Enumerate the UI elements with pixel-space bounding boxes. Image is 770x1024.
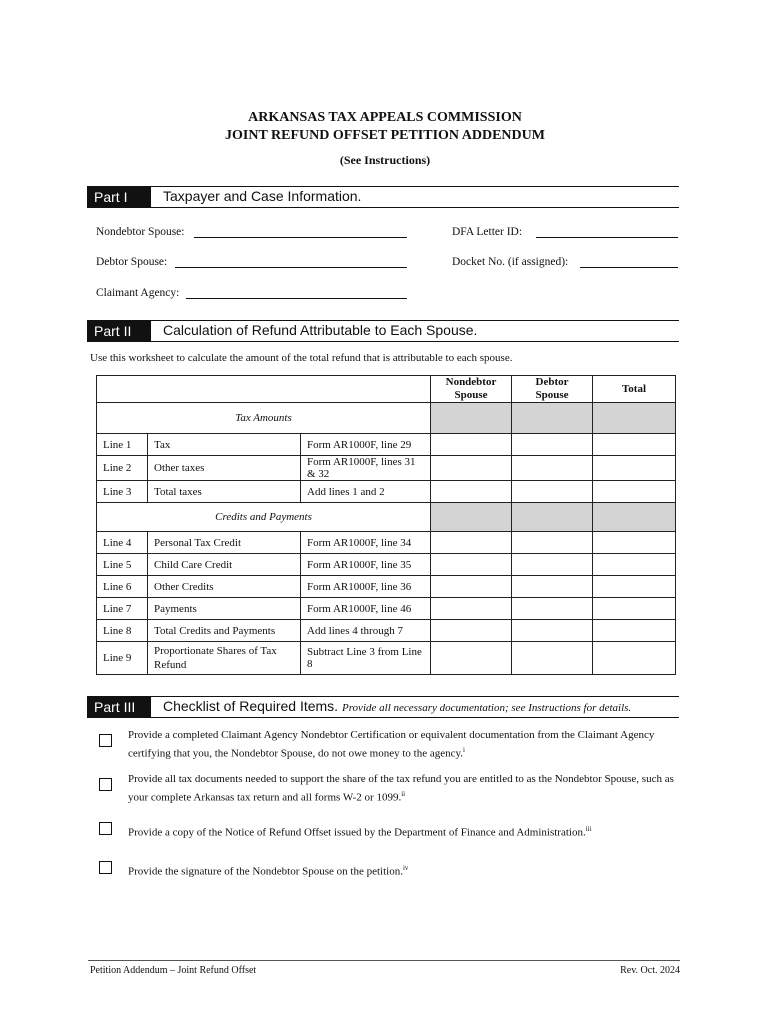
- col-nondebtor: Nondebtor Spouse: [431, 376, 512, 403]
- debtor-spouse-label: Debtor Spouse:: [96, 256, 168, 268]
- checklist-item-3: Provide a copy of the Notice of Refund Offset issued by the Department of Finance and Administration.$^{iii}$: [128, 825, 592, 839]
- col-total: Total: [593, 376, 676, 403]
- table-row: Line 1 Tax Form AR1000F, line 29: [97, 434, 676, 456]
- line7-total[interactable]: [593, 598, 676, 620]
- form-title-line1: ARKANSAS TAX APPEALS COMMISSION: [248, 110, 522, 125]
- checkbox-signature[interactable]: [99, 861, 112, 874]
- section-credits-payments: Credits and Payments: [97, 503, 431, 532]
- line4-nondebtor[interactable]: [431, 532, 512, 554]
- table-row: Line 8 Total Credits and Payments Add lines 4 through 7: [97, 620, 676, 642]
- line3-nondebtor[interactable]: [431, 481, 512, 503]
- table-row: Line 9 Proportionate Shares of Tax Refund Subtract Line 3 from Line 8: [97, 642, 676, 675]
- claimant-agency-field[interactable]: [186, 297, 407, 299]
- dfa-letter-id-field[interactable]: [536, 236, 678, 238]
- line5-total[interactable]: [593, 554, 676, 576]
- line7-nondebtor[interactable]: [431, 598, 512, 620]
- nondebtor-spouse-label: Nondebtor Spouse:: [96, 226, 185, 238]
- table-row: Line 2 Other taxes Form AR1000F, lines 31 & 32: [97, 456, 676, 481]
- part1-header: [87, 186, 679, 208]
- worksheet-intro: Use this worksheet to calculate the amount of the total refund that is attributable to each spouse.: [90, 352, 513, 364]
- checklist-item-1: Provide a completed Claimant Agency Nondebtor Certification or equivalent documentation from the Claimant Agency certifying that you, the Nondebtor Spouse, do not owe money to the agency.$^i$: [128, 729, 655, 760]
- checkbox-tax-documents[interactable]: [99, 778, 112, 791]
- line1-nondebtor[interactable]: [431, 434, 512, 456]
- line6-total[interactable]: [593, 576, 676, 598]
- line6-debtor[interactable]: [512, 576, 593, 598]
- line4-total[interactable]: [593, 532, 676, 554]
- debtor-spouse-field[interactable]: [175, 266, 407, 268]
- col-debtor: Debtor Spouse: [512, 376, 593, 403]
- part3-title: Checklist of Required Items.: [163, 698, 339, 714]
- line8-total[interactable]: [593, 620, 676, 642]
- line9-total[interactable]: [593, 642, 676, 675]
- form-title-line2: JOINT REFUND OFFSET PETITION ADDENDUM: [225, 128, 545, 143]
- line3-total[interactable]: [593, 481, 676, 503]
- part2-tab: Part II: [87, 320, 151, 342]
- line5-nondebtor[interactable]: [431, 554, 512, 576]
- part2-title: Calculation of Refund Attributable to Each Spouse.: [163, 322, 478, 338]
- checkbox-nondebtor-certification[interactable]: [99, 734, 112, 747]
- line7-debtor[interactable]: [512, 598, 593, 620]
- table-row: Line 5 Child Care Credit Form AR1000F, line 35: [97, 554, 676, 576]
- line8-nondebtor[interactable]: [431, 620, 512, 642]
- section-tax-amounts: Tax Amounts: [97, 403, 431, 434]
- line8-debtor[interactable]: [512, 620, 593, 642]
- part2-header: [87, 320, 679, 342]
- docket-no-field[interactable]: [580, 266, 678, 268]
- part3-note: Provide all necessary documentation; see Instructions for details.: [341, 702, 632, 714]
- table-row: Line 7 Payments Form AR1000F, line 46: [97, 598, 676, 620]
- line2-debtor[interactable]: [512, 456, 593, 481]
- line2-nondebtor[interactable]: [431, 456, 512, 481]
- part1-title: Taxpayer and Case Information.: [163, 188, 362, 204]
- footer-left: Petition Addendum – Joint Refund Offset: [90, 965, 257, 976]
- line4-debtor[interactable]: [512, 532, 593, 554]
- claimant-agency-label: Claimant Agency:: [96, 287, 180, 299]
- line9-debtor[interactable]: [512, 642, 593, 675]
- checklist-item-4: Provide the signature of the Nondebtor Spouse on the petition.$^{iv}$: [128, 864, 409, 878]
- line1-debtor[interactable]: [512, 434, 593, 456]
- docket-no-label: Docket No. (if assigned):: [452, 256, 569, 268]
- refund-worksheet: [96, 375, 676, 675]
- line2-total[interactable]: [593, 456, 676, 481]
- line1-total[interactable]: [593, 434, 676, 456]
- table-row: Line 4 Personal Tax Credit Form AR1000F, line 34: [97, 532, 676, 554]
- line9-nondebtor[interactable]: [431, 642, 512, 675]
- part3-header: [87, 696, 679, 718]
- table-row: Line 3 Total taxes Add lines 1 and 2: [97, 481, 676, 503]
- line5-debtor[interactable]: [512, 554, 593, 576]
- line3-debtor[interactable]: [512, 481, 593, 503]
- footer-right: Rev. Oct. 2024: [620, 965, 680, 976]
- see-instructions: (See Instructions): [339, 153, 431, 167]
- dfa-letter-id-label: DFA Letter ID:: [452, 226, 523, 238]
- part3-tab: Part III: [87, 696, 151, 718]
- part1-tab: Part I: [87, 186, 151, 208]
- nondebtor-spouse-field[interactable]: [194, 236, 407, 238]
- line6-nondebtor[interactable]: [431, 576, 512, 598]
- table-row: Line 6 Other Credits Form AR1000F, line 36: [97, 576, 676, 598]
- checklist-item-2: Provide all tax documents needed to support the share of the tax refund you are entitled to as the Nondebtor Spouse, such as your complete Arkansas tax return and all forms W-2 or 1099.$^{ii}$: [128, 773, 674, 804]
- checkbox-notice-of-offset[interactable]: [99, 822, 112, 835]
- footer-rule: [88, 960, 680, 961]
